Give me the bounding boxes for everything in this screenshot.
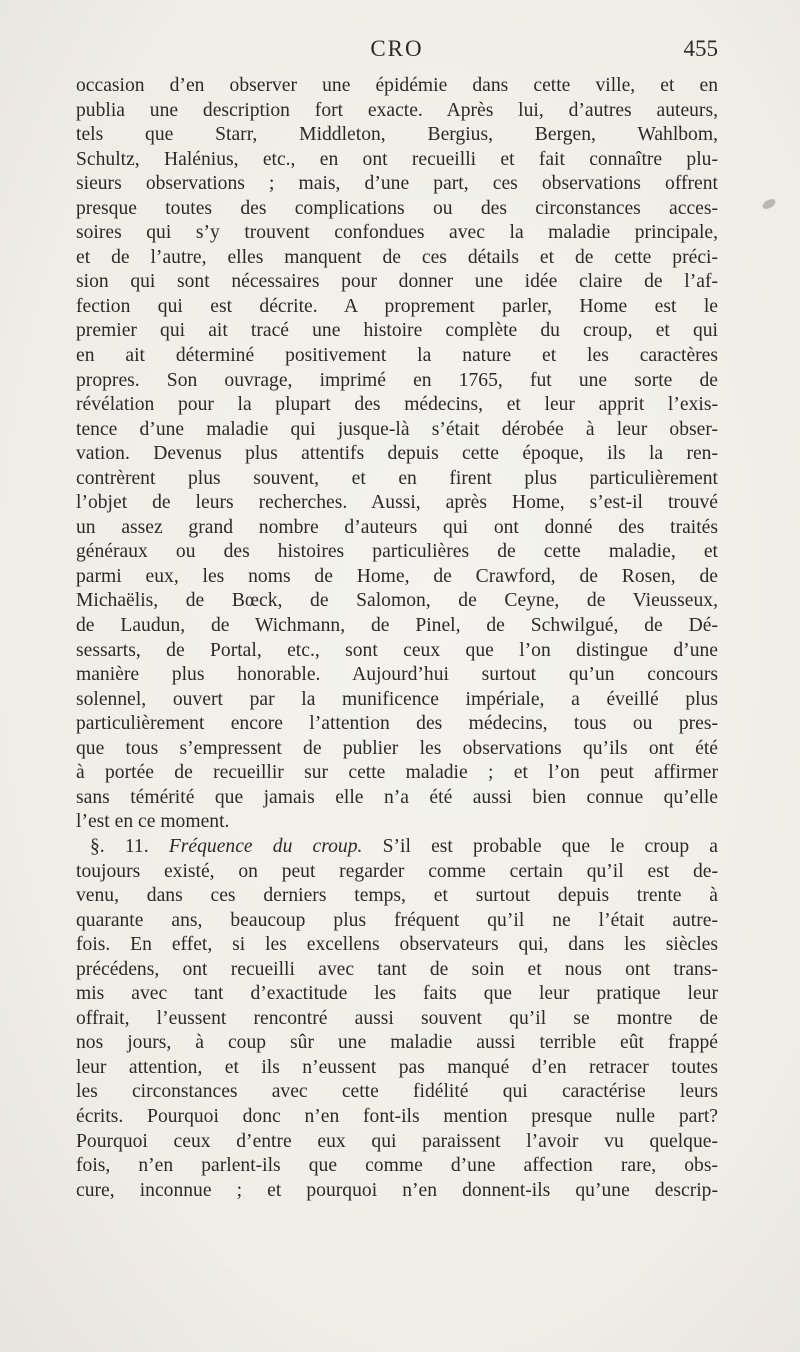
- text-line: généraux ou des histoires particulières de cette maladie, et: [76, 541, 718, 563]
- text-line: de Laudun, de Wichmann, de Pinel, de Schwilgué, de Dé-: [76, 615, 718, 637]
- text-line: l’objet de leurs recherches. Aussi, après Home, s’est-il trouvé: [76, 492, 718, 514]
- text-line: tence d’une maladie qui jusque-là s’était dérobée à leur obser-: [76, 418, 718, 440]
- text-line: premier qui ait tracé une histoire complète du croup, et qui: [76, 320, 718, 342]
- text-line: solennel, ouvert par la munificence impériale, a éveillé plus: [76, 688, 718, 710]
- text-line: écrits. Pourquoi donc n’en font-ils mention presque nulle part?: [76, 1105, 718, 1127]
- text-line: que tous s’empressent de publier les observations qu’ils ont été: [76, 737, 718, 759]
- paragraph-last-line: l’est en ce moment.: [76, 811, 230, 833]
- text-line: fois, n’en parlent-ils que comme d’une affection rare, obs-: [76, 1155, 718, 1177]
- text-line: particulièrement encore l’attention des médecins, tous ou pres-: [76, 713, 718, 735]
- text-line: occasion d’en observer une épidémie dans cette ville, et en: [76, 75, 718, 96]
- text-line: leur attention, et ils n’eussent pas manqué d’en retracer toutes: [76, 1056, 718, 1078]
- text-line: venu, dans ces derniers temps, et surtout depuis trente à: [76, 885, 718, 907]
- text-line: nos jours, à coup sûr une maladie aussi terrible eût frappé: [76, 1032, 718, 1054]
- text-line: cure, inconnue ; et pourquoi n’en donnent-ils qu’une descrip-: [76, 1179, 718, 1201]
- running-head: CRO: [370, 36, 424, 61]
- text-line: mis avec tant d’exactitude les faits que leur pratique leur: [76, 983, 718, 1005]
- text-line: fection qui est décrite. A proprement parler, Home est le: [76, 295, 718, 317]
- text-line: sessarts, de Portal, etc., sont ceux que l’on distingue d’une: [76, 639, 718, 661]
- section-title: Fréquence du croup.: [168, 835, 363, 857]
- page-number: 455: [683, 36, 718, 61]
- body-text: [76, 74, 718, 1203]
- text-line: Pourquoi ceux d’entre eux qui paraissent l’avoir vu quelque-: [76, 1130, 718, 1152]
- section-heading-line: [76, 835, 718, 860]
- margin-ink-spot: [761, 197, 777, 211]
- text-line: vation. Devenus plus attentifs depuis cette époque, ils la ren-: [76, 443, 718, 465]
- text-line: propres. Son ouvrage, imprimé en 1765, fut une sorte de: [76, 369, 718, 391]
- text-line: manière plus honorable. Aujourd’hui surtout qu’un concours: [76, 664, 718, 686]
- text-line: soires qui s’y trouvent confondues avec la maladie principale,: [76, 222, 718, 244]
- text-line: précédens, ont recueilli avec tant de soin et nous ont trans-: [76, 958, 718, 980]
- text-line: offrait, l’eussent rencontré aussi souvent qu’il se montre de: [76, 1007, 718, 1029]
- text-line: sion qui sont nécessaires pour donner une idée claire de l’af-: [76, 271, 718, 293]
- text-line: quarante ans, beaucoup plus fréquent qu’il ne l’était autre-: [76, 909, 718, 931]
- text-line: Michaëlis, de Bœck, de Salomon, de Ceyne, de Vieusseux,: [76, 590, 718, 612]
- text-line: fois. En effet, si les excellens observateurs qui, dans les siècles: [76, 934, 718, 956]
- text-line: un assez grand nombre d’auteurs qui ont donné des traités: [76, 516, 718, 538]
- text-line: tels que Starr, Middleton, Bergius, Bergen, Wahlbom,: [76, 124, 718, 146]
- text-line: Schultz, Halénius, etc., en ont recueilli et fait connaître plu-: [76, 148, 718, 170]
- text-line: les circonstances avec cette fidélité qui caractérise leurs: [76, 1081, 718, 1103]
- text-line: publia une description fort exacte. Après lui, d’autres auteurs,: [76, 99, 718, 121]
- text-line: en ait déterminé positivement la nature et les caractères: [76, 345, 718, 367]
- section-number: §. 11.: [90, 835, 149, 857]
- text-line: révélation pour la plupart des médecins, et leur apprit l’exis-: [76, 394, 718, 416]
- text-line: presque toutes des complications ou des circonstances acces-: [76, 197, 718, 219]
- text-line: sieurs observations ; mais, d’une part, ces observations offrent: [76, 173, 718, 195]
- text-line: toujours existé, on peut regarder comme certain qu’il est de-: [76, 860, 718, 882]
- text-line: et de l’autre, elles manquent de ces détails et de cette préci-: [76, 246, 718, 268]
- text-line: à portée de recueillir sur cette maladie ; et l’on peut affirmer: [76, 762, 718, 784]
- text-line: parmi eux, les noms de Home, de Crawford, de Rosen, de: [76, 565, 718, 587]
- text-line: contrèrent plus souvent, et en firent plus particulièrement: [76, 467, 718, 489]
- section-first-line: S’il est probable que le croup a: [382, 835, 719, 857]
- text-line: sans témérité que jamais elle n’a été aussi bien connue qu’elle: [76, 786, 718, 808]
- page-header: [76, 36, 718, 70]
